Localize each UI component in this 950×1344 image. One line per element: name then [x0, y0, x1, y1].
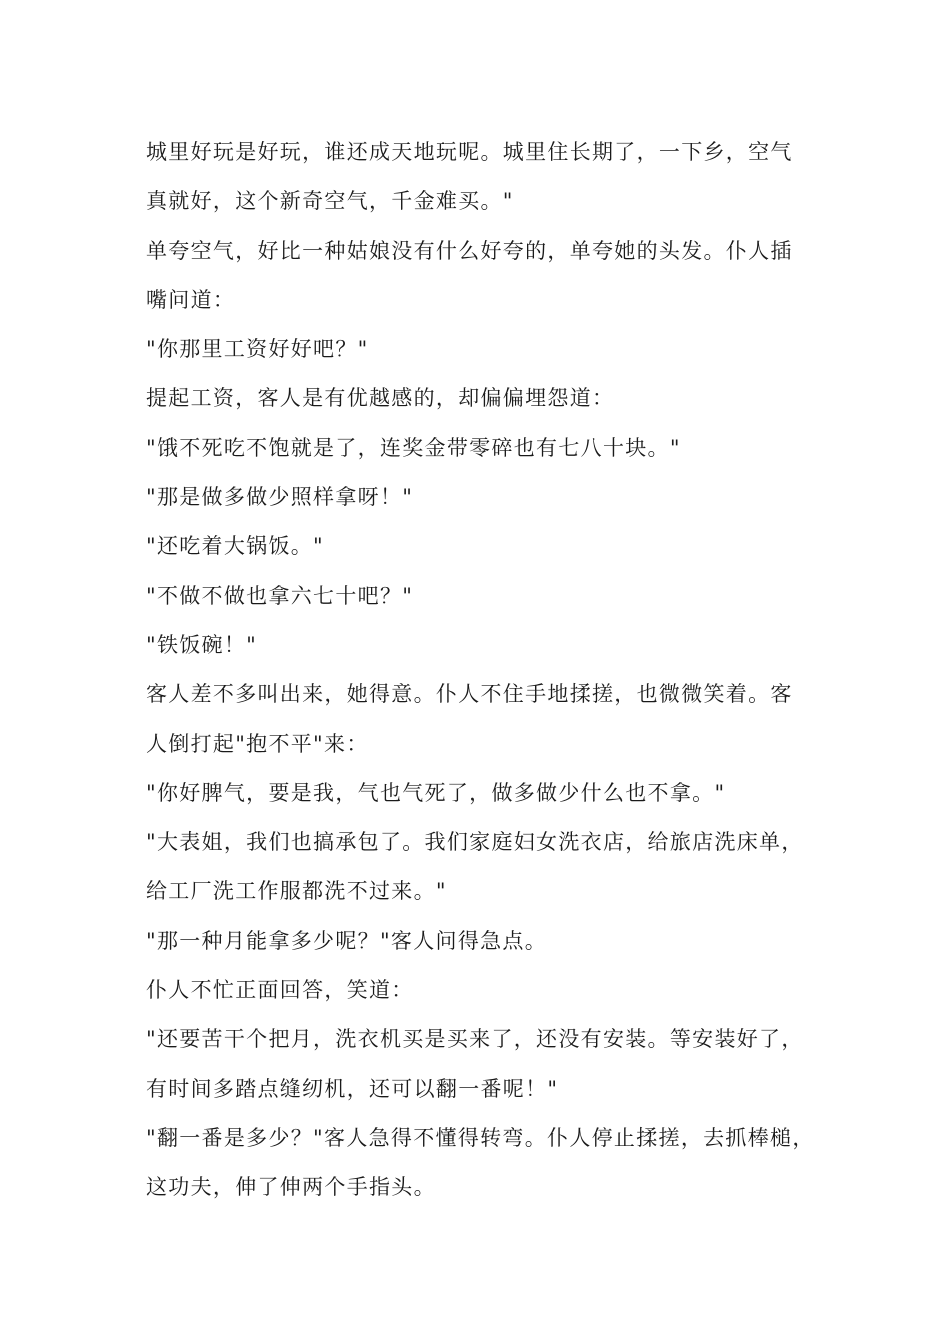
text-line: 有时间多踏点缝纫机，还可以翻一番呢！": [146, 1076, 559, 1101]
text-line: "那是做多做少照样拿呀！": [146, 485, 414, 510]
text-line: 单夸空气，好比一种姑娘没有什么好夸的，单夸她的头发。仆人插: [146, 238, 793, 263]
text-line: 真就好，这个新奇空气，千金难买。": [146, 189, 514, 214]
text-line: 仆人不忙正面回答，笑道：: [146, 978, 414, 1003]
text-line: "铁饭碗！": [146, 632, 258, 657]
text-line: 这功夫，伸了伸两个手指头。: [146, 1175, 436, 1200]
text-line: 提起工资，客人是有优越感的，却偏偏埋怨道：: [146, 386, 615, 411]
text-line: "那一种月能拿多少呢？"客人问得急点。: [146, 928, 548, 953]
text-line: 嘴问道：: [146, 287, 236, 312]
text-line: "饿不死吃不饱就是了，连奖金带零碎也有七八十块。": [146, 435, 681, 460]
text-line: "大表姐，我们也搞承包了。我们家庭妇女洗衣店，给旅店洗床单，: [146, 830, 804, 855]
text-line: "不做不做也拿六七十吧？": [146, 583, 414, 608]
text-line: 给工厂洗工作服都洗不过来。": [146, 879, 447, 904]
text-line: 人倒打起"抱不平"来：: [146, 731, 369, 756]
text-line: "你好脾气，要是我，气也气死了，做多做少什么也不拿。": [146, 780, 726, 805]
text-line: 客人差不多叫出来，她得意。仆人不住手地揉搓，也微微笑着。客: [146, 682, 793, 707]
body-text: [146, 128, 826, 1213]
text-line: "翻一番是多少？"客人急得不懂得转弯。仆人停止揉搓，去抓棒槌，: [146, 1125, 815, 1150]
text-line: "你那里工资好好吧？": [146, 337, 369, 362]
text-line: "还要苦干个把月，洗衣机买是买来了，还没有安装。等安装好了，: [146, 1027, 804, 1052]
text-line: "还吃着大锅饭。": [146, 534, 325, 559]
text-line: 城里好玩是好玩，谁还成天地玩呢。城里住长期了，一下乡，空气: [146, 140, 793, 164]
